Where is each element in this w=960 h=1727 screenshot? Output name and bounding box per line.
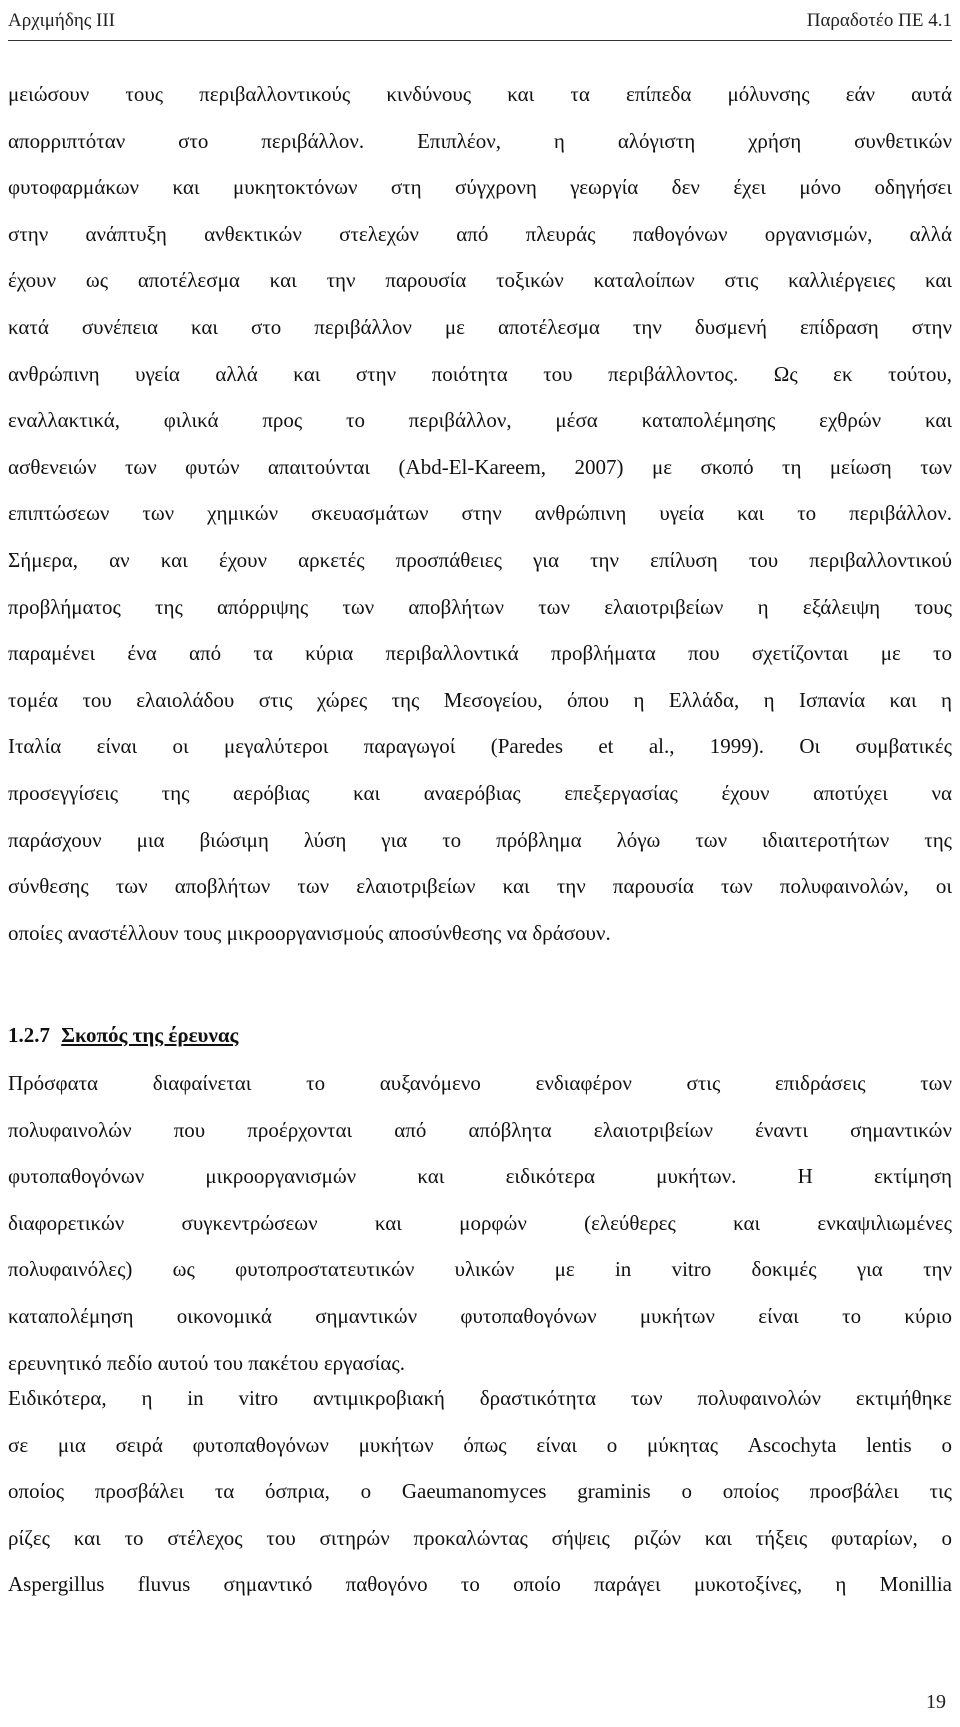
header-divider [8,40,952,41]
paragraph-line: Πρόσφατα διαφαίνεται το αυξανόμενο ενδιαφέρον στις επιδράσεις των [8,1071,952,1095]
paragraph-line: Ειδικότερα, η in vitro αντιμικροβιακή δραστικότητα των πολυφαινολών εκτιμήθηκε [8,1386,952,1410]
header-project-name: Αρχιμήδης ΙΙΙ [8,10,116,31]
paragraph-line: Aspergillus fluvus σημαντικό παθογόνο το οποίο παράγει μυκοτοξίνες, η Monillia [8,1572,952,1597]
header-deliverable: Παραδοτέο ΠΕ 4.1 [806,10,952,31]
paragraph-line: φυτοπαθογόνων μικροοργανισμών και ειδικότερα μυκήτων. Η εκτίμηση [8,1164,952,1189]
paragraph-line: οποίος προσβάλει τα όσπρια, ο Gaeumanomyces graminis ο οποίος προσβάλει τις [8,1479,952,1504]
paragraph-line: τομέα του ελαιολάδου στις χώρες της Μεσογείου, όπου η Ελλάδα, η Ισπανία και η [8,687,952,712]
paragraph-line: κατά συνέπεια και στο περιβάλλον με αποτέλεσμα την δυσμενή επίδραση στην [8,314,952,339]
paragraph-line: Ιταλία είναι οι μεγαλύτεροι παραγωγοί (Paredes et al., 1999). Οι συμβατικές [8,734,952,759]
section-number: 1.2.7 [8,1023,50,1047]
paragraph-line: σε μια σειρά φυτοπαθογόνων μυκήτων όπως είναι ο μύκητας Ascochyta lentis ο [8,1432,952,1457]
paragraph-line: απορριπτόταν στο περιβάλλον. Επιπλέον, η αλόγιστη χρήση συνθετικών [8,128,952,153]
paragraph-line: φυτοφαρμάκων και μυκητοκτόνων στη σύγχρονη γεωργία δεν έχει μόνο οδηγήσει [8,175,952,200]
paragraph-line: πολυφαινολών που προέρχονται από απόβλητα ελαιοτριβείων έναντι σημαντικών [8,1117,952,1142]
paragraph-line: ανθρώπινη υγεία αλλά και στην ποιότητα του περιβάλλοντος. Ως εκ τούτου, [8,361,952,386]
paragraph-line: ερευνητικό πεδίο αυτού του πακέτου εργασίας. [8,1350,405,1375]
paragraph-line: διαφορετικών συγκεντρώσεων και μορφών (ελεύθερες και ενκαψιλιωμένες [8,1210,952,1235]
paragraph-line: στην ανάπτυξη ανθεκτικών στελεχών από πλευράς παθογόνων οργανισμών, αλλά [8,221,952,246]
paragraph-1 [8,82,952,967]
paragraph-line: μειώσουν τους περιβαλλοντικούς κινδύνους και τα επίπεδα μόλυνσης εάν αυτά [8,82,952,106]
paragraph-line: καταπολέμηση οικονομικά σημαντικών φυτοπαθογόνων μυκήτων είναι το κύριο [8,1303,952,1328]
paragraph-line: σύνθεσης των αποβλήτων των ελαιοτριβείων και την παρουσία των πολυφαινολών, οι [8,874,952,899]
paragraph-line: προβλήματος της απόρριψης των αποβλήτων των ελαιοτριβείων η εξάλειψη τους [8,594,952,619]
paragraph-line: παραμένει ένα από τα κύρια περιβαλλοντικά προβλήματα που σχετίζονται με το [8,641,952,666]
paragraph-line: παράσχουν μια βιώσιμη λύση για το πρόβλημα λόγω των ιδιαιτεροτήτων της [8,827,952,852]
paragraph-line: πολυφαινόλες) ως φυτοπροστατευτικών υλικών με in vitro δοκιμές για την [8,1257,952,1282]
page-header [8,10,952,34]
paragraph-line: εναλλακτικά, φιλικά προς το περιβάλλον, μέσα καταπολέμησης εχθρών και [8,408,952,433]
paragraph-2 [8,1071,952,1397]
paragraph-line: οποίες αναστέλλουν τους μικροοργανισμούς αποσύνθεσης να δράσουν. [8,920,611,945]
section-heading [8,1023,238,1047]
section-title: Σκοπός της έρευνας [61,1023,239,1047]
paragraph-line: Σήμερα, αν και έχουν αρκετές προσπάθειες για την επίλυση του περιβαλλοντικού [8,547,952,572]
paragraph-3 [8,1386,952,1619]
paragraph-line: ρίζες και το στέλεχος του σιτηρών προκαλώντας σήψεις ριζών και τήξεις φυταρίων, ο [8,1525,952,1550]
paragraph-line: ασθενειών των φυτών απαιτούνται (Abd-El-Kareem, 2007) με σκοπό τη μείωση των [8,454,952,479]
paragraph-line: προσεγγίσεις της αερόβιας και αναερόβιας επεξεργασίας έχουν αποτύχει να [8,780,952,805]
paragraph-line: έχουν ως αποτέλεσμα και την παρουσία τοξικών καταλοίπων στις καλλιέργειες και [8,268,952,293]
page-number: 19 [926,1691,946,1713]
paragraph-line: επιπτώσεων των χημικών σκευασμάτων στην ανθρώπινη υγεία και το περιβάλλον. [8,501,952,526]
